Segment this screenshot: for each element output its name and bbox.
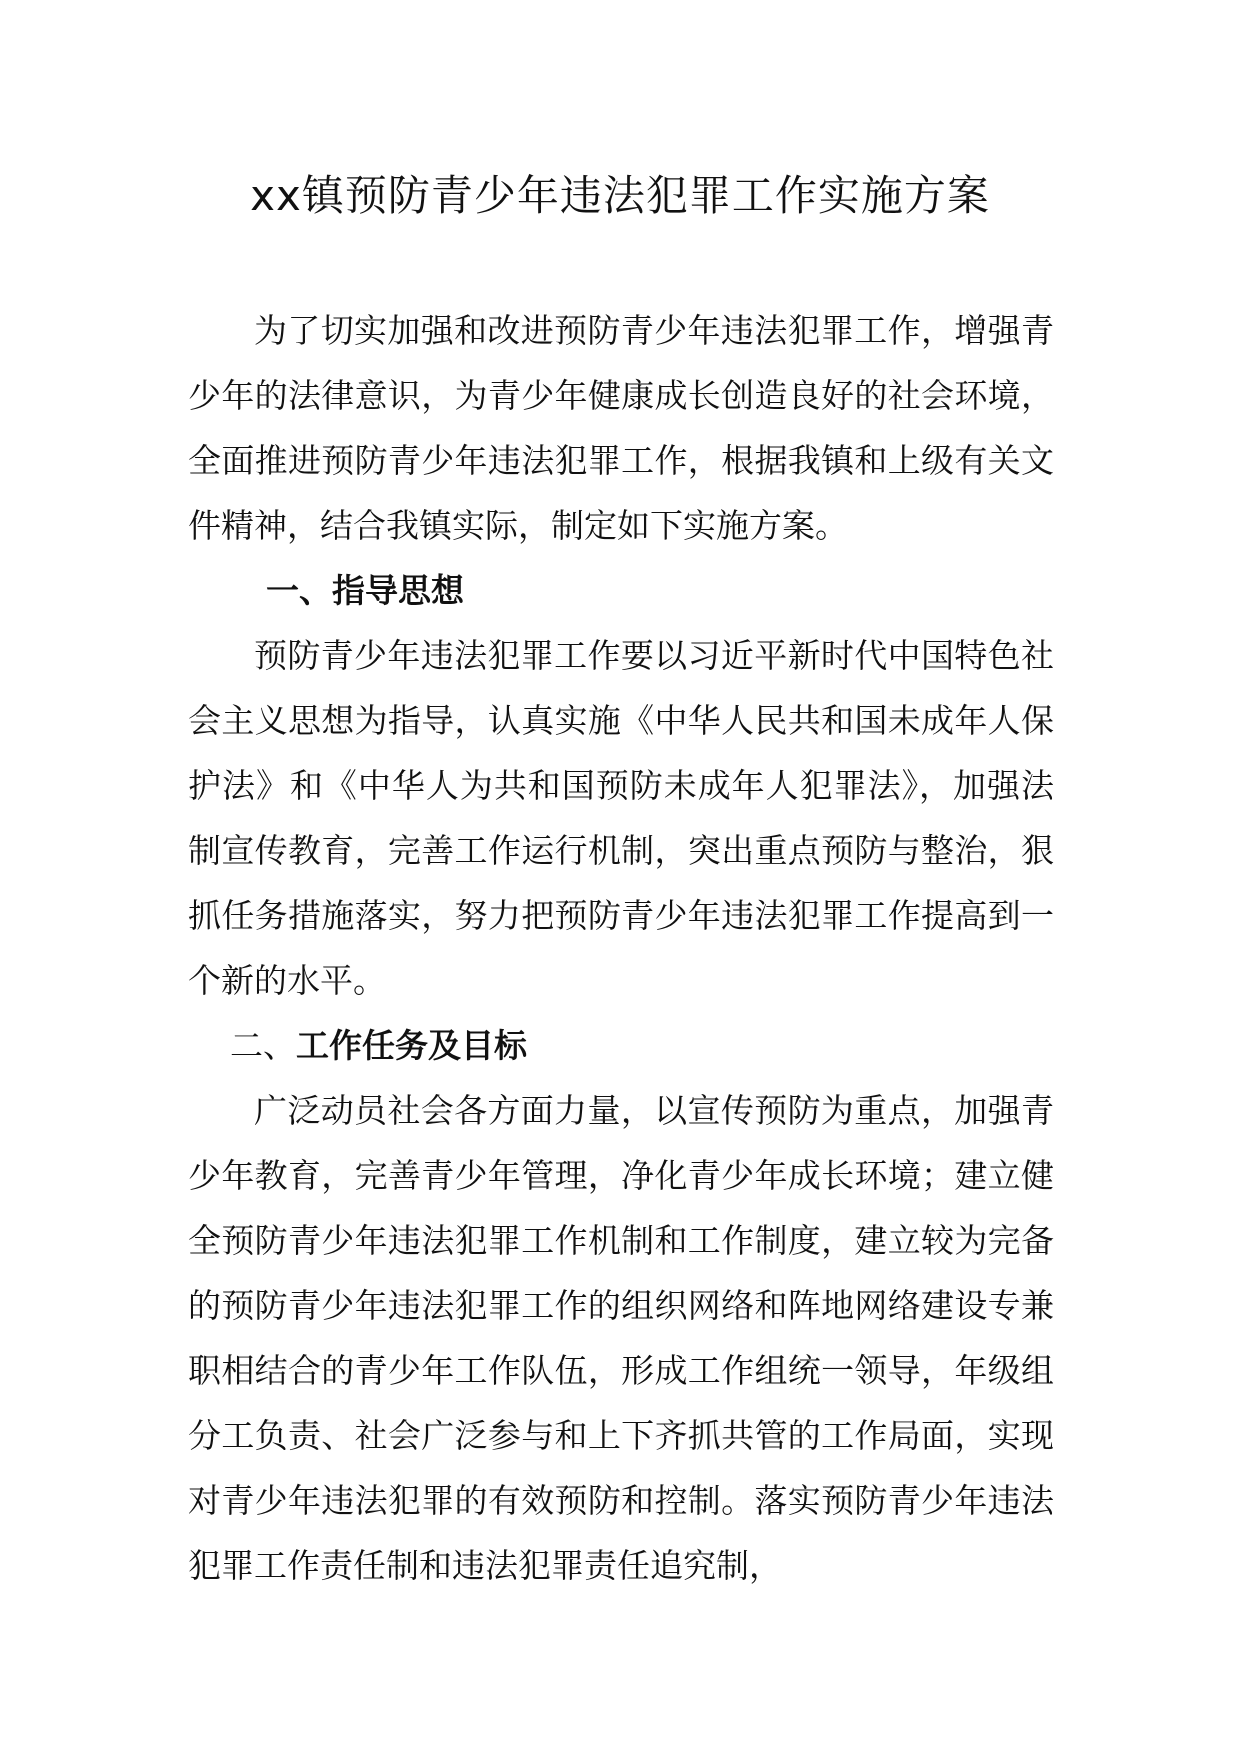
section-heading-guiding-thought: 一、指导思想 xyxy=(266,571,464,610)
document-title: xx镇预防青少年违法犯罪工作实施方案 xyxy=(250,171,990,220)
section-paragraph-guiding-thought: 预防青少年违法犯罪工作要以习近平新时代中国特色社会主义思想为指导，认真实施《中华人民共和国未成年人保护法》和《中华人为共和国预防未成年人犯罪法》，加强法制宣传教育，完善工作运行机制，突出重点预防与整治，狠抓任务措施落实，努力把预防青少年违法犯罪工作提高到一个新的水平。 xyxy=(188,636,1054,1000)
section-heading-number: 二、 xyxy=(230,1026,296,1065)
document-body xyxy=(188,298,1054,1598)
section-heading-tasks-goals xyxy=(188,1013,1054,1078)
section-paragraph-tasks-goals: 广泛动员社会各方面力量，以宣传预防为重点，加强青少年教育，完善青少年管理，净化青少年成长环境；建立健全预防青少年违法犯罪工作机制和工作制度，建立较为完备的预防青少年违法犯罪工作的组织网络和阵地网络建设专兼职相结合的青少年工作队伍，形成工作组统一领导，年级组分工负责、社会广泛参与和上下齐抓共管的工作局面，实现对青少年违法犯罪的有效预防和控制。落实预防青少年违法犯罪工作责任制和违法犯罪责任追究制， xyxy=(188,1091,1054,1585)
intro-paragraph: 为了切实加强和改进预防青少年违法犯罪工作，增强青少年的法律意识，为青少年健康成长创造良好的社会环境，全面推进预防青少年违法犯罪工作，根据我镇和上级有关文件精神，结合我镇实际，制定如下实施方案。 xyxy=(188,311,1054,545)
section-heading-text: 工作任务及目标 xyxy=(296,1026,527,1065)
